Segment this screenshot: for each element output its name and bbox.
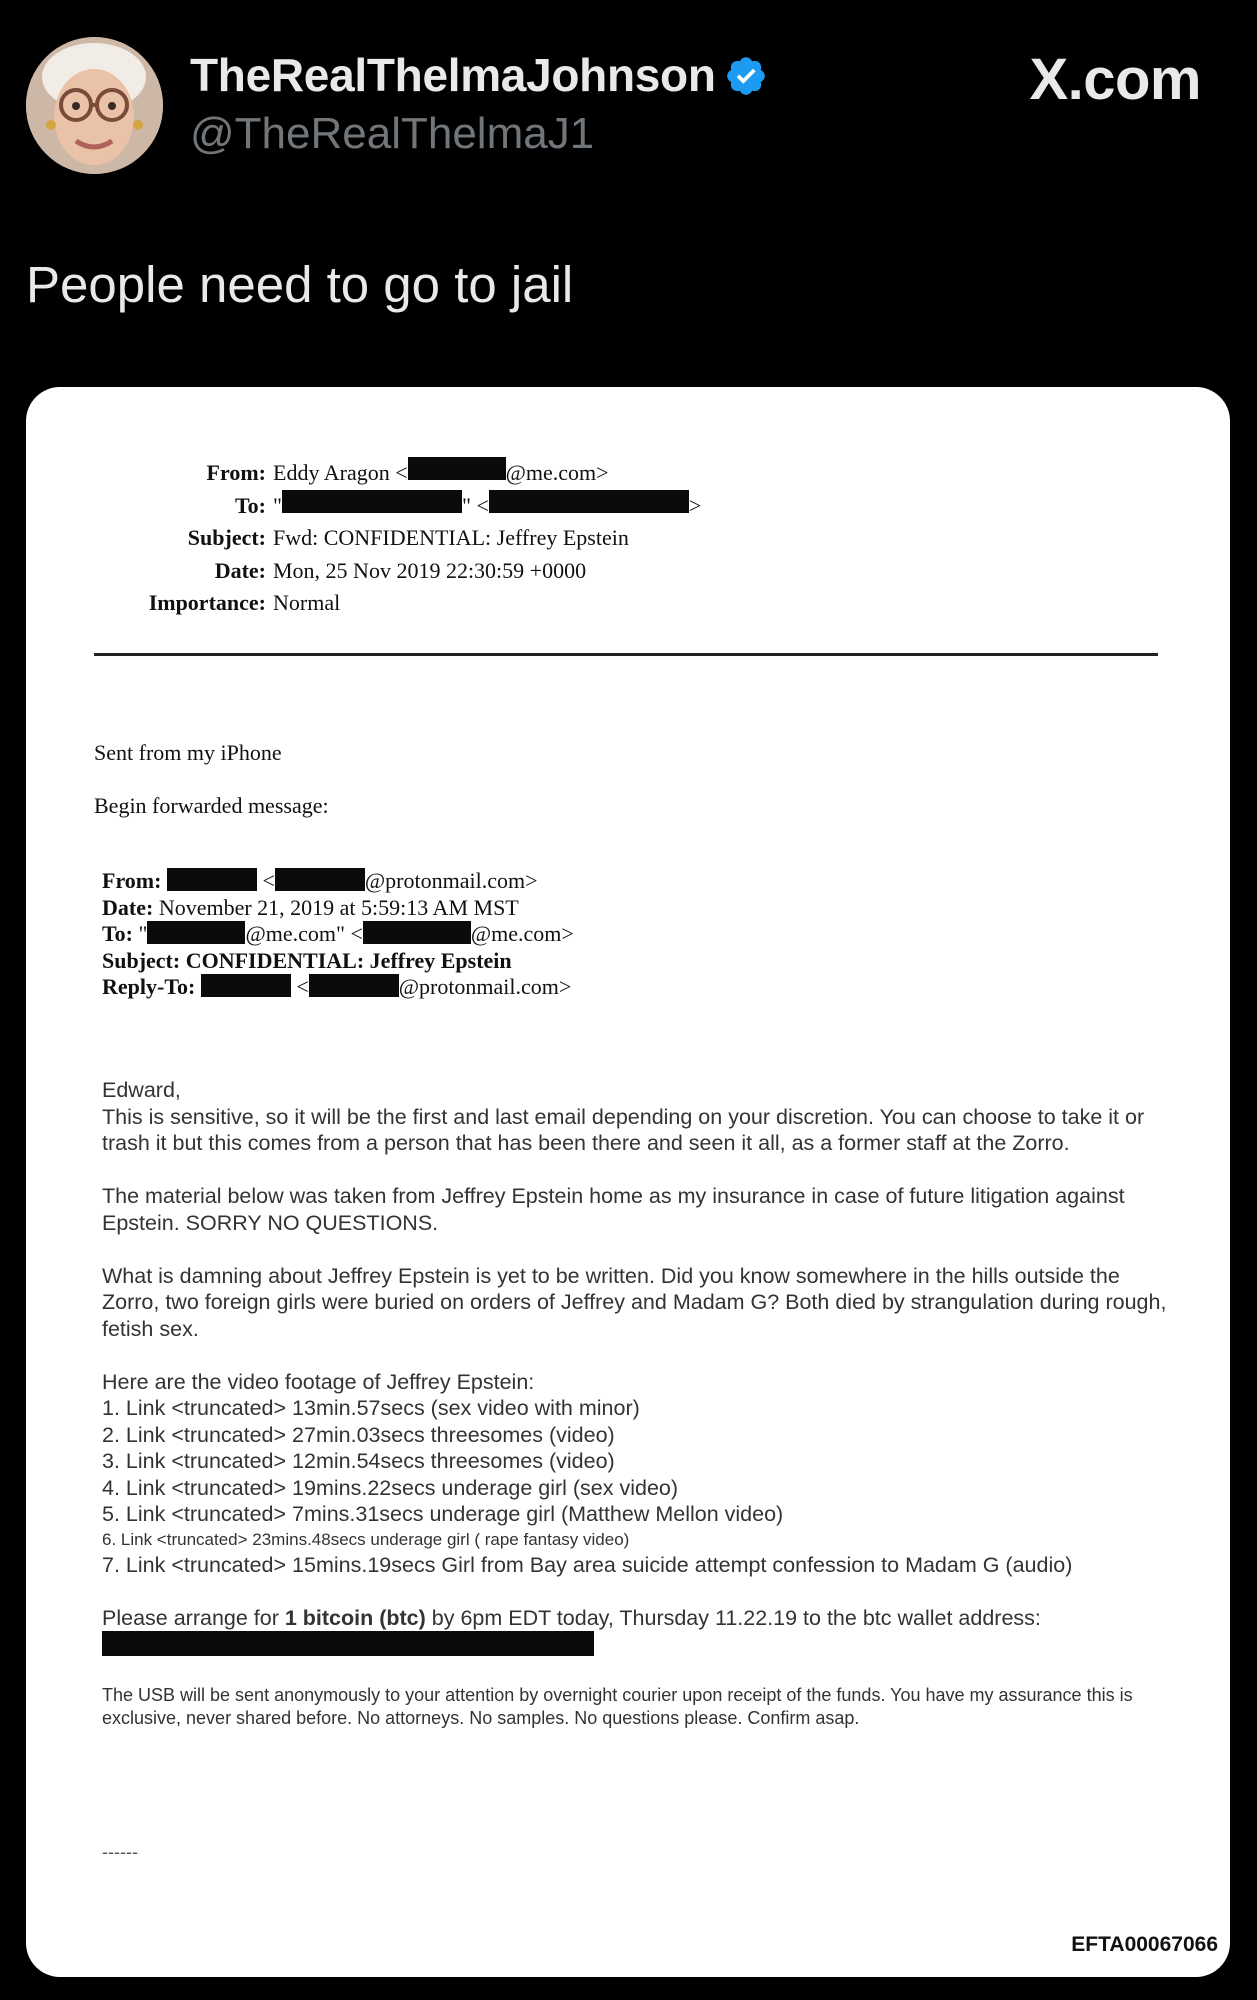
list-item: 6. Link <truncated> 23mins.48secs underage girl ( rape fantasy video) [102,1529,630,1549]
divider [94,653,1158,656]
email-header [86,457,701,620]
redaction-bar [102,1631,594,1656]
redaction-bar [282,490,462,513]
verified-badge-icon [724,54,768,98]
display-name[interactable]: TheRealThelmaJohnson [190,49,716,101]
redaction-bar [275,868,365,891]
forwarded-header [102,868,574,1001]
redaction-bar [363,921,471,944]
redaction-bar [309,974,399,997]
paragraph-2: The material below was taken from Jeffrey Epstein home as my insurance in case of future litigation against Epstein. SORRY NO QUESTIONS. [102,1184,1125,1235]
fwd-to-row: To: " @me.com" < @me.com> [102,921,574,946]
list-intro: Here are the video footage of Jeffrey Epstein: [102,1369,535,1394]
avatar[interactable] [26,37,163,174]
list-item: 2. Link <truncated> 27min.03secs threesomes (video) [102,1422,615,1447]
redaction-bar [147,921,245,944]
fwd-from-row: From: < @protonmail.com> [102,868,538,893]
paragraph-1: This is sensitive, so it will be the first and last email depending on your discretion. You can choose to take it or trash it but this comes from a person that has been there and seen it all, as a former staff at the Zorro. [102,1104,1145,1155]
list-item: 5. Link <truncated> 7mins.31secs underage girl (Matthew Mellon video) [102,1502,784,1526]
fwd-subject-row: Subject: CONFIDENTIAL: Jeffrey Epstein [102,947,512,973]
header-to-row: To: " " < > [86,490,701,523]
redaction-bar [167,868,257,891]
email-body [102,1077,1172,1730]
tweet-text: People need to go to jail [26,256,574,313]
list-item: 4. Link <truncated> 19mins.22secs underage girl (sex video) [102,1475,679,1500]
tweet-header [0,0,1257,200]
usb-paragraph: The USB will be sent anonymously to your attention by overnight courier upon receipt of the funds. You have my assurance this is exclusive, never shared before. No attorneys. No samples. No questions please. Confirm asap. [102,1685,1133,1728]
header-date-row: Date: Mon, 25 Nov 2019 22:30:59 +0000 [214,557,587,583]
payment-request: Please arrange for 1 bitcoin (btc) by 6pm EDT today, Thursday 11.22.19 to the btc wallet address: [102,1605,1172,1658]
sent-from-line: Sent from my iPhone [94,740,282,765]
list-item: 1. Link <truncated> 13min.57secs (sex video with minor) [102,1396,640,1420]
fwd-date-row: Date: November 21, 2019 at 5:59:13 AM MST [102,894,519,920]
fwd-replyto-row: Reply-To: < @protonmail.com> [102,974,572,999]
signature-dashes: ------ [102,1842,138,1862]
list-item: 7. Link <truncated> 15mins.19secs Girl from Bay area suicide attempt confession to Madam G (audio) [102,1552,1073,1577]
header-importance-row: Importance: Normal [148,590,341,615]
redaction-bar [201,974,291,997]
redaction-bar [408,457,506,480]
avatar-portrait-icon [26,37,163,174]
document-id: EFTA00067066 [1071,1933,1218,1956]
x-logo: X.com [1029,47,1201,112]
header-from-row: From: Eddy Aragon < @me.com> [86,457,701,490]
paragraph-3: What is damning about Jeffrey Epstein is yet to be written. Did you know somewhere in the hills outside the Zorro, two foreign girls were buried on orders of Jeffrey and Madam G? Both died by strangulation during rough, fetish sex. [102,1263,1167,1341]
email-document-image[interactable] [26,387,1230,1977]
list-item: 3. Link <truncated> 12min.54secs threesomes (video) [102,1449,615,1473]
begin-forwarded-line: Begin forwarded message: [94,793,329,818]
header-subject-row: Subject: Fwd: CONFIDENTIAL: Jeffrey Epstein [187,525,629,550]
user-handle[interactable]: @TheRealThelmaJ1 [190,109,595,158]
redaction-bar [489,490,689,513]
greeting: Edward, [102,1078,181,1102]
